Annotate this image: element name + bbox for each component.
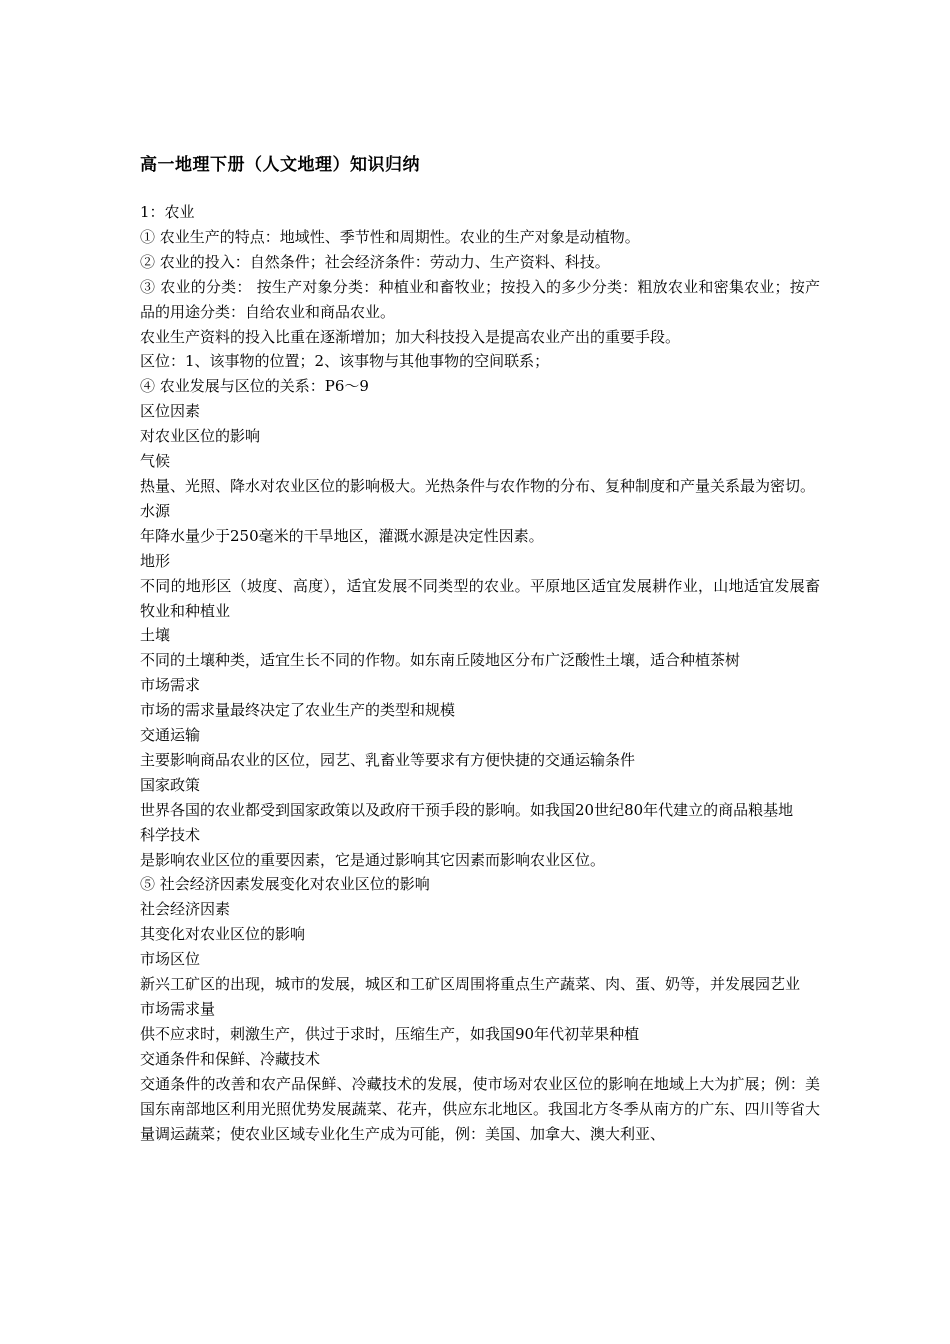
- factor-water-text: 年降水量少于250毫米的干旱地区，灌溉水源是决定性因素。: [140, 526, 544, 545]
- factor-market-quantity-text: 供不应求时，刺激生产，供过于求时，压缩生产，如我国90年代初苹果种植: [140, 1024, 640, 1043]
- factor-technology: 科学技术: [140, 825, 201, 844]
- factor-terrain-text: 不同的地形区（坡度、高度），适宜发展不同类型的农业。平原地区适宜发展耕作业，山地适宜发展畜牧业和种植业: [140, 576, 820, 620]
- factor-water: 水源: [140, 501, 171, 520]
- table-header-factor: 区位因素: [140, 402, 201, 421]
- factor-soil-text: 不同的土壤种类，适宜生长不同的作物。如东南丘陵地区分布广泛酸性土壤，适合种植茶树: [140, 651, 741, 670]
- paragraph-agriculture-inputs: ② 农业的投入：自然条件；社会经济条件：劳动力、生产资料、科技。: [140, 252, 610, 271]
- factor-terrain: 地形: [140, 551, 171, 570]
- factor-climate-text: 热量、光照、降水对农业区位的影响极大。光热条件与农作物的分布、复种制度和产量关系最为密切。: [140, 476, 816, 495]
- table-header-influence: 对农业区位的影响: [140, 427, 261, 446]
- factor-technology-text: 是影响农业区位的重要因素，它是通过影响其它因素而影响农业区位。: [140, 850, 606, 869]
- factor-policy-text: 世界各国的农业都受到国家政策以及政府干预手段的影响。如我国20世纪80年代建立的商品粮基地: [140, 800, 794, 819]
- factor-transport: 交通运输: [140, 726, 201, 745]
- paragraph-agriculture-features: ① 农业生产的特点：地域性、季节性和周期性。农业的生产对象是动植物。: [140, 227, 640, 246]
- factor-market-location: 市场区位: [140, 950, 201, 969]
- document-title: 高一地理下册（人文地理）知识归纳: [140, 155, 420, 175]
- paragraph-input-trend: 农业生产资料的投入比重在逐渐增加；加大科技投入是提高农业产出的重要手段。: [140, 327, 681, 346]
- paragraph-section-1-heading: 1：农业: [140, 203, 195, 221]
- paragraph-agriculture-classification: ③ 农业的分类： 按生产对象分类：种植业和畜牧业；按投入的多少分类：粗放农业和密集农业；按产品的用途分类：自给农业和商品农业。: [140, 277, 820, 321]
- paragraph-socioeconomic-heading: ⑤ 社会经济因素发展变化对农业区位的影响: [140, 875, 430, 894]
- factor-transport-cold-chain: 交通条件和保鲜、冷藏技术: [140, 1049, 321, 1068]
- table-header-change-influence: 其变化对农业区位的影响: [140, 925, 306, 944]
- paragraph-location-definition: 区位：1、该事物的位置；2、该事物与其他事物的空间联系；: [140, 352, 550, 371]
- factor-soil: 土壤: [140, 626, 171, 645]
- factor-climate: 气候: [140, 452, 171, 471]
- paragraph-development-relation: ④ 农业发展与区位的关系：P6～9: [140, 377, 369, 396]
- factor-transport-text: 主要影响商品农业的区位，园艺、乳畜业等要求有方便快捷的交通运输条件: [140, 750, 636, 769]
- table-header-socioeconomic-factor: 社会经济因素: [140, 900, 231, 919]
- factor-market-location-text: 新兴工矿区的出现，城市的发展，城区和工矿区周围将重点生产蔬菜、肉、蛋、奶等，并发展园艺业: [140, 975, 801, 994]
- factor-market-demand-text: 市场的需求量最终决定了农业生产的类型和规模: [140, 701, 456, 720]
- factor-market-demand: 市场需求: [140, 676, 201, 695]
- factor-market-quantity: 市场需求量: [140, 1000, 216, 1018]
- factor-policy: 国家政策: [140, 775, 201, 794]
- document-body: [140, 200, 820, 1146]
- factor-transport-cold-chain-text: 交通条件的改善和农产品保鲜、冷藏技术的发展，使市场对农业区位的影响在地域上大为扩展；例：美国东南部地区利用光照优势发展蔬菜、花卉，供应东北地区。我国北方冬季从南方的广东、四川等省大量调运蔬菜；使农业区域专业化生产成为可能，例：美国、加拿大、澳大利亚、: [140, 1074, 820, 1143]
